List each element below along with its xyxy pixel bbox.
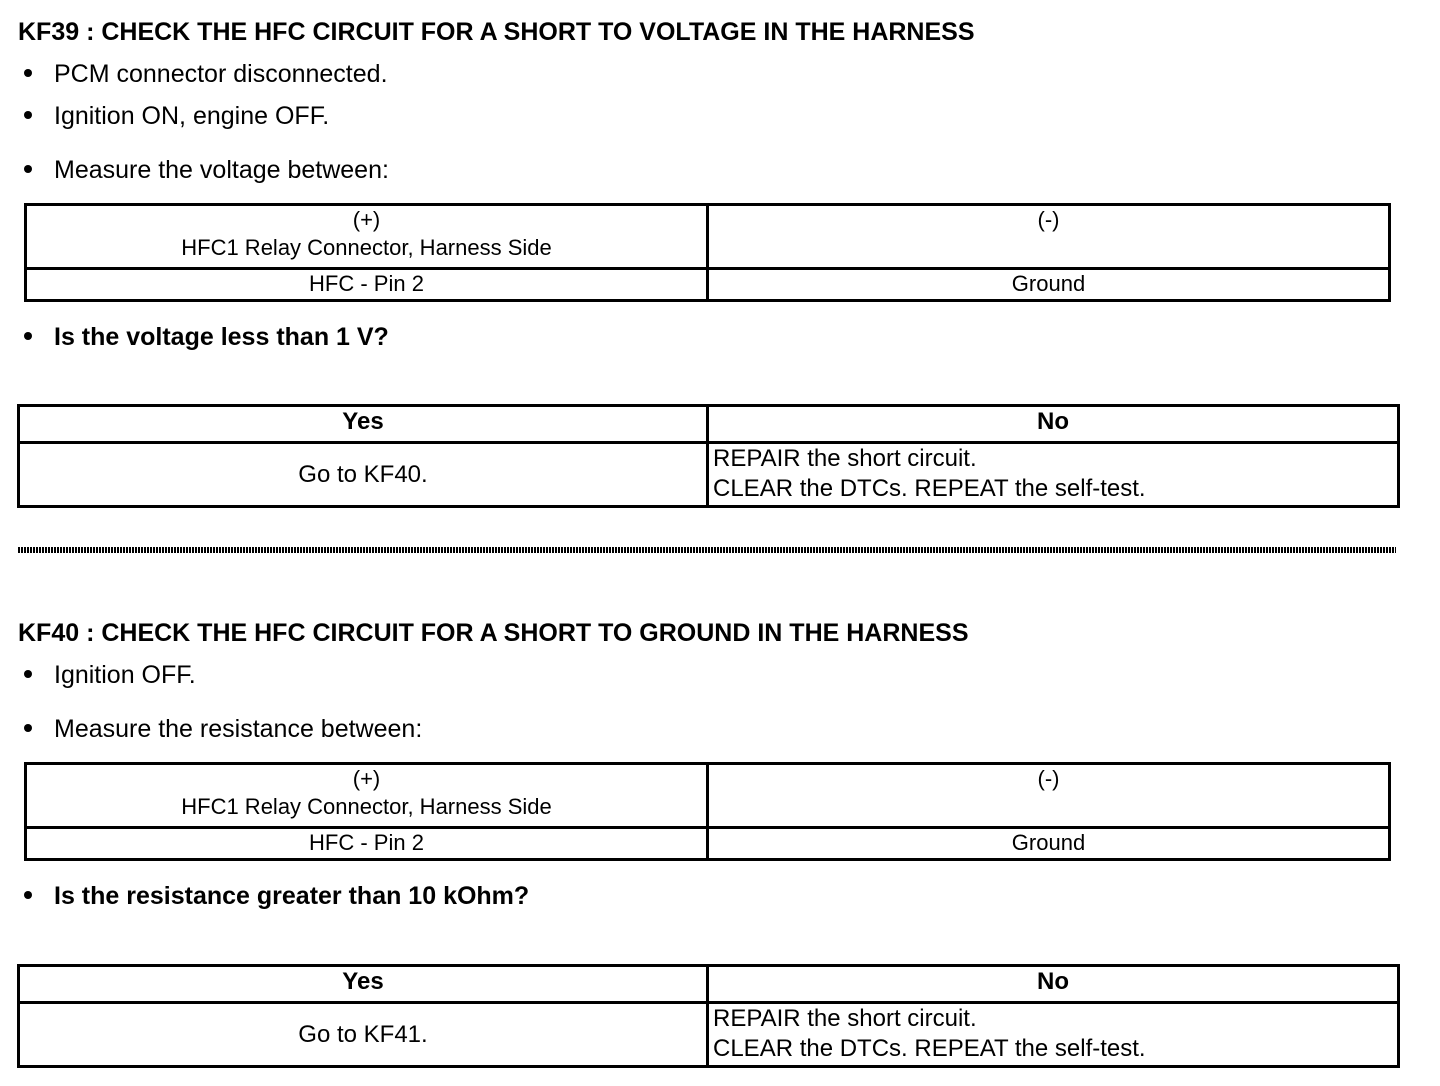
no-action: REPAIR the short circuit. CLEAR the DTCs. REPEAT the self-test. (708, 443, 1399, 507)
no-header: No (708, 966, 1399, 1003)
kf39-bullet-2: Ignition ON, engine OFF. (18, 102, 329, 131)
kf40-bullet-1: Ignition OFF. (18, 661, 196, 690)
section-divider (18, 547, 1396, 553)
yes-action: Go to KF41. (19, 1003, 708, 1067)
kf40-measure-table (24, 762, 1391, 861)
kf39-bullet-1: PCM connector disconnected. (18, 60, 388, 89)
bullet-icon (24, 165, 32, 173)
yes-header: Yes (19, 966, 708, 1003)
minus-value-cell: Ground (708, 269, 1390, 301)
kf39-result-table (17, 404, 1400, 508)
bullet-icon (24, 891, 32, 899)
bullet-icon (24, 670, 32, 678)
bullet-icon (24, 111, 32, 119)
kf40-question: Is the resistance greater than 10 kOhm? (18, 882, 529, 911)
bullet-icon (24, 724, 32, 732)
plus-header-cell: (+) HFC1 Relay Connector, Harness Side (26, 764, 708, 828)
kf40-bullet-2: Measure the resistance between: (18, 715, 422, 744)
yes-header: Yes (19, 406, 708, 443)
bullet-icon (24, 69, 32, 77)
plus-value-cell: HFC - Pin 2 (26, 828, 708, 860)
kf40-heading: KF40 : CHECK THE HFC CIRCUIT FOR A SHORT TO GROUND IN THE HARNESS (18, 619, 969, 647)
minus-header-cell: (-) (708, 764, 1390, 828)
no-action: REPAIR the short circuit. CLEAR the DTCs. REPEAT the self-test. (708, 1003, 1399, 1067)
kf39-heading: KF39 : CHECK THE HFC CIRCUIT FOR A SHORT TO VOLTAGE IN THE HARNESS (18, 18, 975, 46)
bullet-icon (24, 332, 32, 340)
plus-header-cell: (+) HFC1 Relay Connector, Harness Side (26, 205, 708, 269)
minus-value-cell: Ground (708, 828, 1390, 860)
kf39-measure-table (24, 203, 1391, 302)
kf40-result-table (17, 964, 1400, 1068)
kf39-question: Is the voltage less than 1 V? (18, 323, 389, 352)
yes-action: Go to KF40. (19, 443, 708, 507)
kf39-bullet-3: Measure the voltage between: (18, 156, 389, 185)
no-header: No (708, 406, 1399, 443)
minus-header-cell: (-) (708, 205, 1390, 269)
plus-value-cell: HFC - Pin 2 (26, 269, 708, 301)
